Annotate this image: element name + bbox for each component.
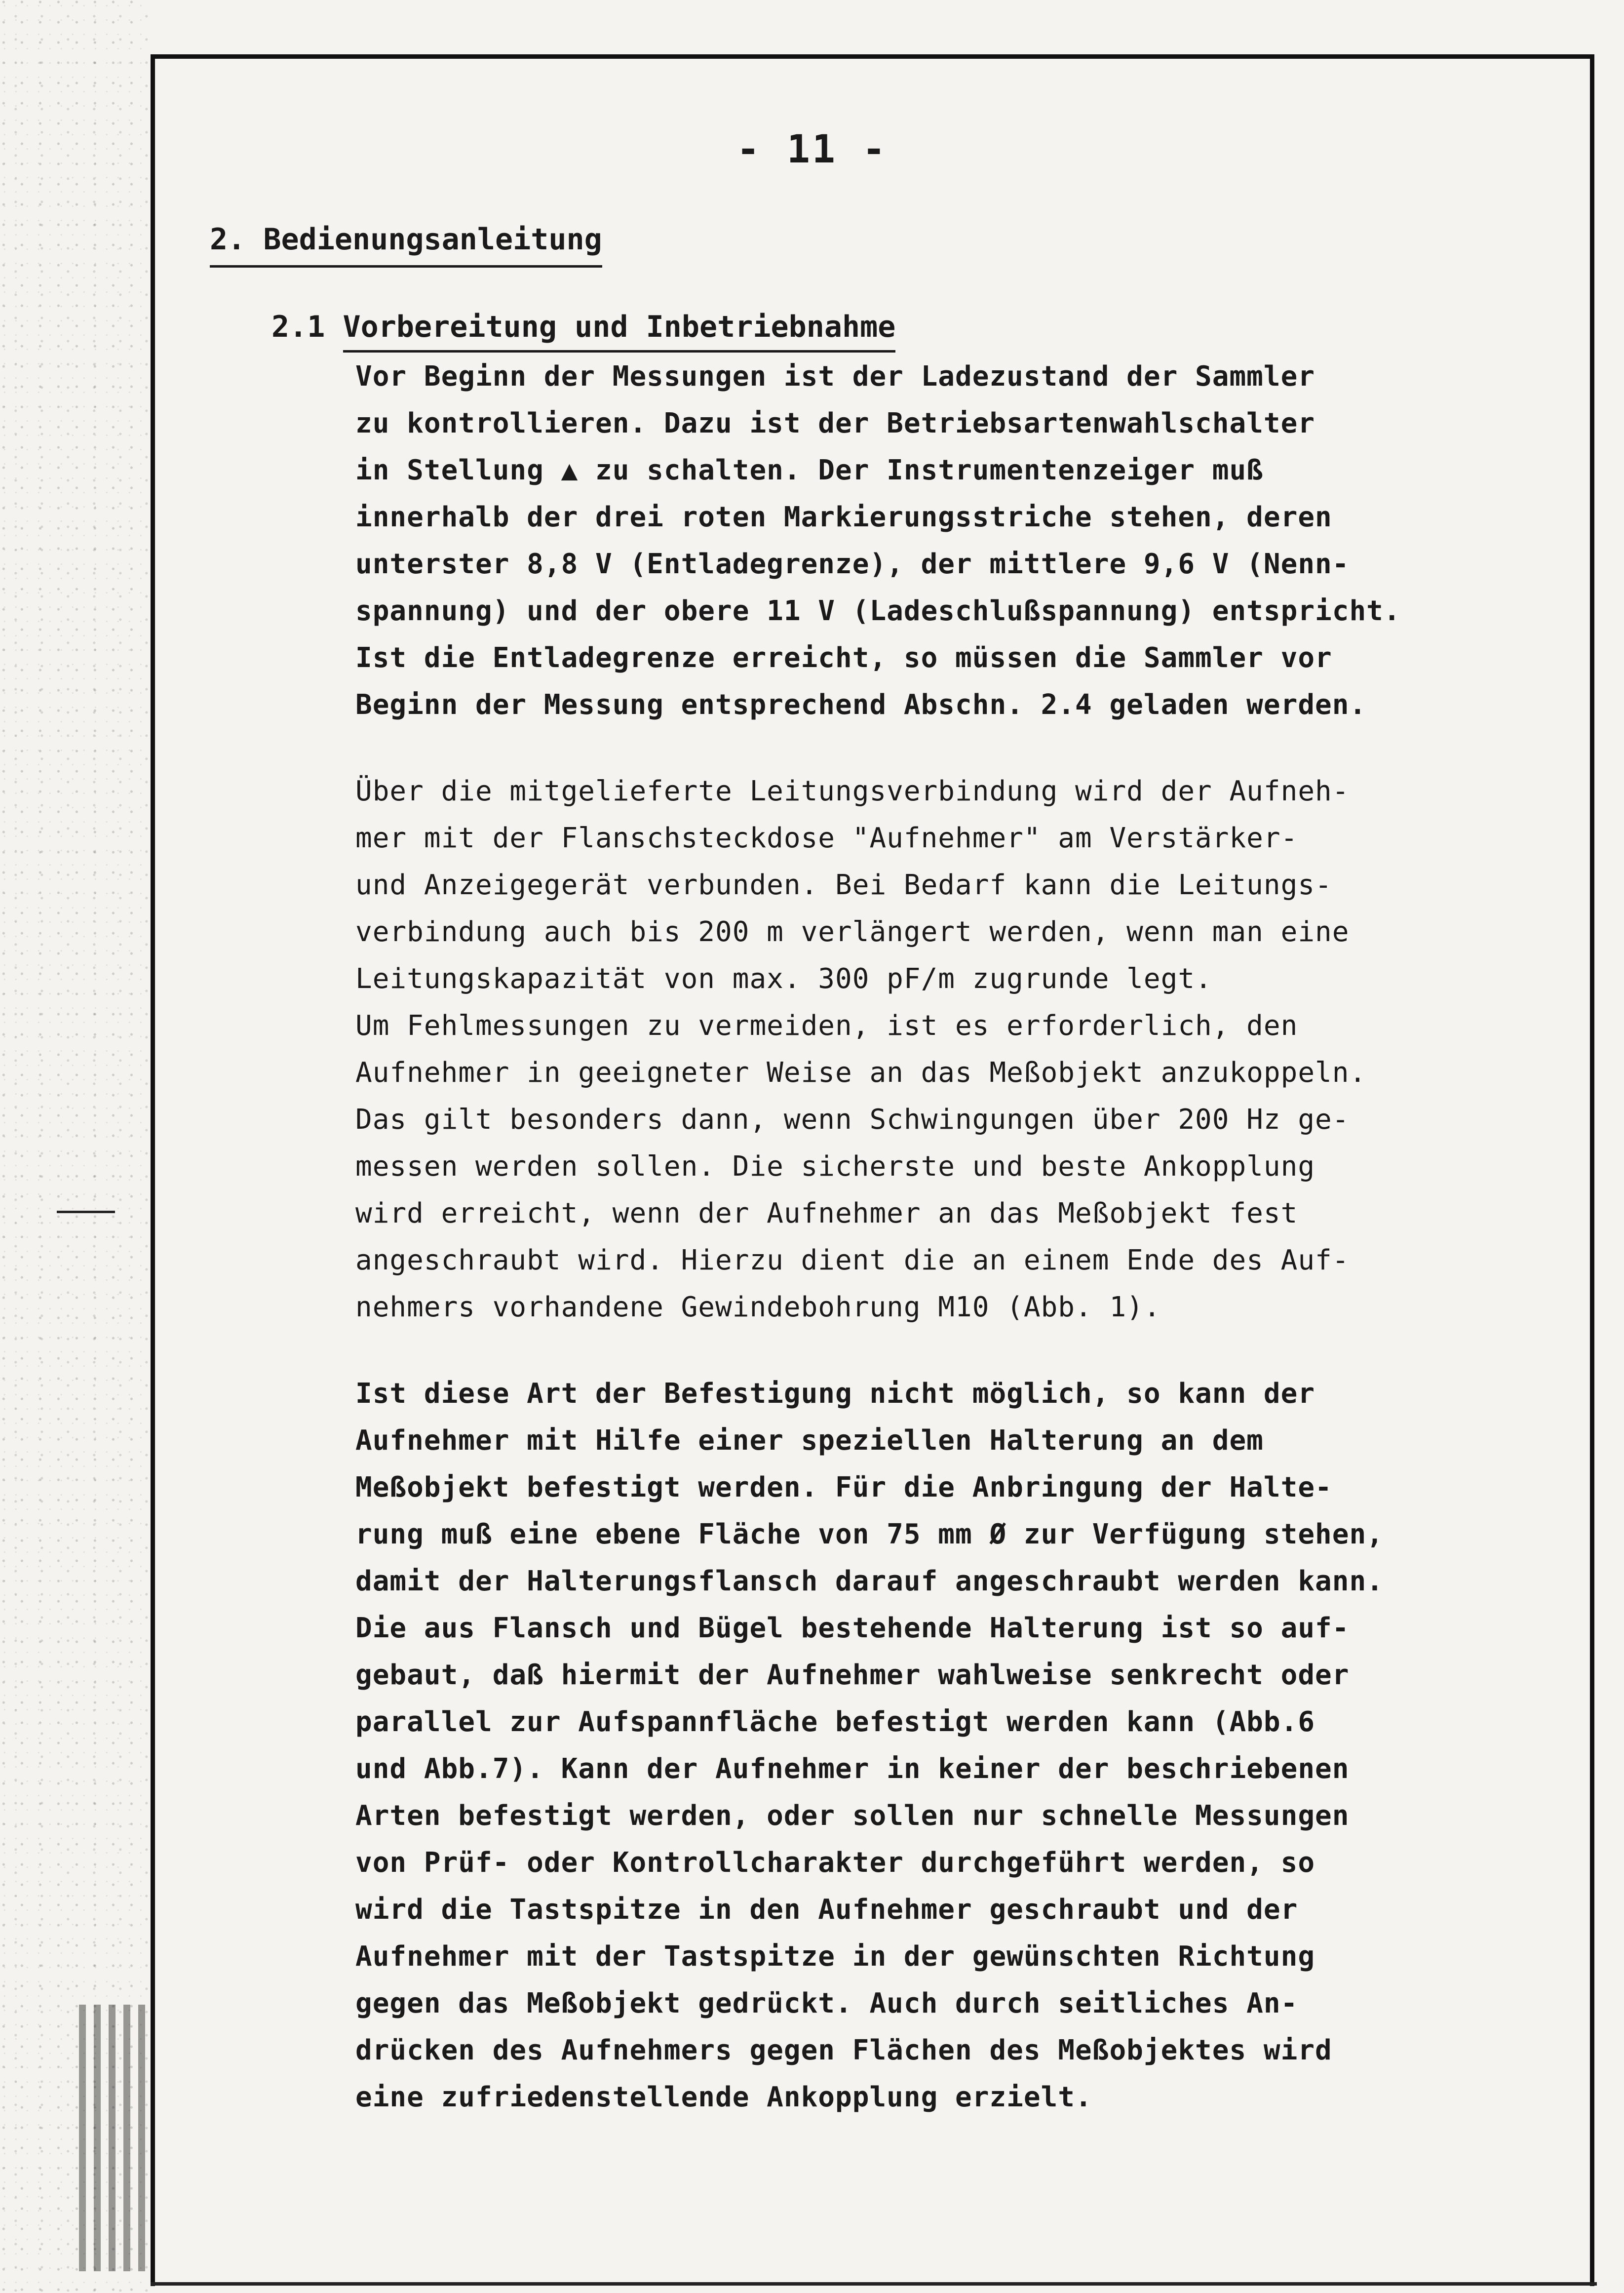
- text-line: angeschraubt wird. Hierzu dient die an einem Ende des Auf-: [355, 1244, 1350, 1276]
- text-line: in Stellung ▲ zu schalten. Der Instrumentenzeiger muß: [355, 454, 1264, 486]
- scan-noise-left: [0, 0, 148, 2293]
- subsection-title: Vorbereitung und Inbetriebnahme: [343, 310, 896, 353]
- paragraph-1: [355, 353, 1545, 728]
- paragraph-3: [355, 1370, 1545, 2121]
- text-line: Vor Beginn der Messungen ist der Ladezustand der Sammler: [355, 360, 1315, 393]
- text-line: zu kontrollieren. Dazu ist der Betriebsartenwahlschalter: [355, 407, 1315, 439]
- text-line: Aufnehmer in geeigneter Weise an das Meßobjekt anzukoppeln.: [355, 1057, 1367, 1089]
- text-line: mer mit der Flanschsteckdose "Aufnehmer" am Verstärker-: [355, 822, 1298, 854]
- margin-stamp: [79, 2005, 153, 2271]
- text-line: Über die mitgelieferte Leitungsverbindung wird der Aufneh-: [355, 775, 1350, 807]
- text-line: Meßobjekt befestigt werden. Für die Anbringung der Halte-: [355, 1471, 1332, 1503]
- bottom-rule: [151, 2282, 1597, 2286]
- text-line: Ist diese Art der Befestigung nicht möglich, so kann der: [355, 1378, 1315, 1410]
- text-line: und Abb.7). Kann der Aufnehmer in keiner der beschriebenen: [355, 1753, 1350, 1785]
- text-line: wird die Tastspitze in den Aufnehmer geschraubt und der: [355, 1894, 1298, 1926]
- text-line: damit der Halterungsflansch darauf angeschraubt werden kann.: [355, 1565, 1384, 1597]
- text-line: parallel zur Aufspannfläche befestigt werden kann (Abb.6: [355, 1706, 1315, 1738]
- text-line: Aufnehmer mit Hilfe einer speziellen Halterung an dem: [355, 1424, 1264, 1457]
- text-line: Um Fehlmessungen zu vermeiden, ist es erforderlich, den: [355, 1010, 1298, 1042]
- text-line: gegen das Meßobjekt gedrückt. Auch durch seitliches An-: [355, 1987, 1298, 2019]
- subsection-number: 2.1: [271, 310, 325, 344]
- margin-dash: [57, 1211, 115, 1213]
- section-heading: 2. Bedienungsanleitung: [210, 225, 602, 268]
- text-line: drücken des Aufnehmers gegen Flächen des Meßobjektes wird: [355, 2034, 1332, 2066]
- paragraph-2: [355, 768, 1545, 1331]
- text-line: von Prüf- oder Kontrollcharakter durchgeführt werden, so: [355, 1847, 1315, 1879]
- text-line: wird erreicht, wenn der Aufnehmer an das Meßobjekt fest: [355, 1197, 1298, 1229]
- text-line: innerhalb der drei roten Markierungsstriche stehen, deren: [355, 501, 1332, 533]
- text-line: rung muß eine ebene Fläche von 75 mm Ø zur Verfügung stehen,: [355, 1518, 1384, 1550]
- text-line: Ist die Entladegrenze erreicht, so müssen die Sammler vor: [355, 642, 1332, 674]
- text-line: nehmers vorhandene Gewindebohrung M10 (Abb. 1).: [355, 1291, 1161, 1323]
- page-number: - 11 -: [736, 127, 888, 172]
- text-line: unterster 8,8 V (Entladegrenze), der mittlere 9,6 V (Nenn-: [355, 548, 1350, 580]
- text-line: Arten befestigt werden, oder sollen nur schnelle Messungen: [355, 1800, 1350, 1832]
- text-line: spannung) und der obere 11 V (Ladeschlußspannung) entspricht.: [355, 595, 1401, 627]
- text-line: und Anzeigegerät verbunden. Bei Bedarf kann die Leitungs-: [355, 869, 1332, 901]
- subsection-heading: [271, 312, 895, 342]
- text-line: messen werden sollen. Die sicherste und beste Ankopplung: [355, 1150, 1315, 1183]
- text-line: Das gilt besonders dann, wenn Schwingungen über 200 Hz ge-: [355, 1104, 1350, 1136]
- text-line: Aufnehmer mit der Tastspitze in der gewünschten Richtung: [355, 1940, 1315, 1973]
- text-line: Leitungskapazität von max. 300 pF/m zugrunde legt.: [355, 963, 1212, 995]
- text-line: Die aus Flansch und Bügel bestehende Halterung ist so auf-: [355, 1612, 1350, 1644]
- text-line: verbindung auch bis 200 m verlängert werden, wenn man eine: [355, 916, 1350, 948]
- text-line: gebaut, daß hiermit der Aufnehmer wahlweise senkrecht oder: [355, 1659, 1350, 1691]
- text-line: eine zufriedenstellende Ankopplung erzielt.: [355, 2081, 1092, 2113]
- text-line: Beginn der Messung entsprechend Abschn. 2.4 geladen werden.: [355, 689, 1367, 721]
